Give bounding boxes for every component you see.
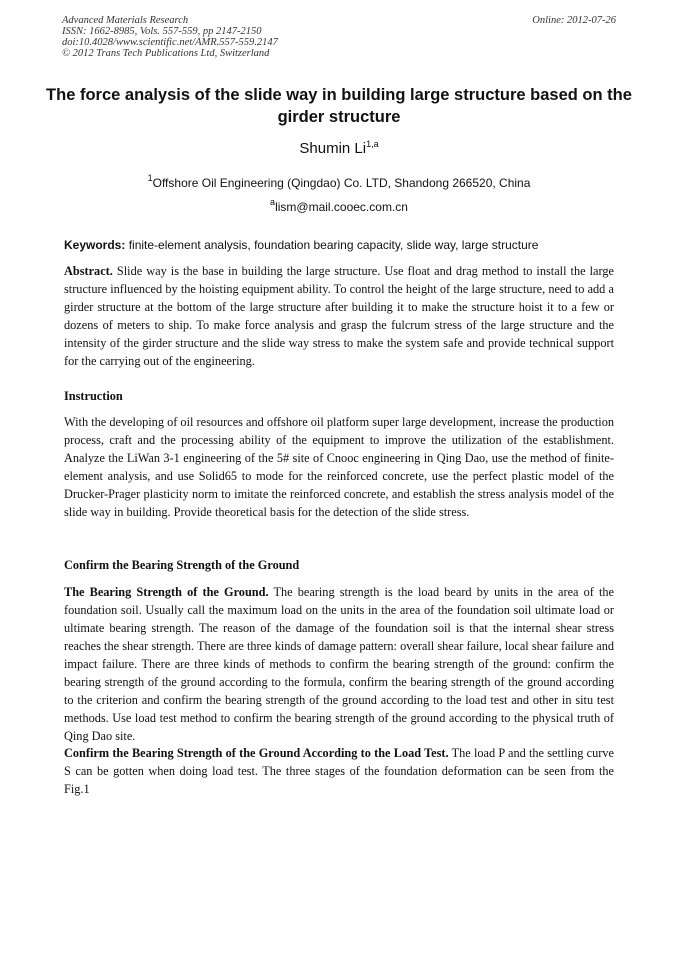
bearing-paragraph-1	[64, 583, 614, 745]
abstract-text: Slide way is the base in building the large structure. Use float and drag method to install the large structure influenced by the hoisting equipment ability. To control the height of the large structure, need to add a girder structure at the bottom of the large structure after building it to make the structure hoist it to a few or dozens of meters to ship. To make force analysis and grasp the fulcrum stress of the large structure and the intensity of the girder structure and the slide way stress to make the system safe and provide technical support for the carrying out of the engineering.	[64, 264, 614, 368]
affiliation-superscript: 1	[147, 173, 153, 183]
affiliation-line	[0, 173, 678, 190]
bearing-p1-text: The bearing strength is the load beard by units in the area of the foundation soil. Usually call the maximum load on the units in the area of the foundation soil ultimate load or ultimate bearing strength. The reason of the damage of the foundation soil is that the internal shear stress reaches the shear strength. There are three kinds of damage pattern: overall shear failure, local shear failure and impact failure. There are three kinds of methods to confirm the bearing strength of the ground: confirm the bearing strength of the ground according to the formula, confirm the bearing strength of the ground according to the criterion and confirm the bearing strength of the ground according to the load test and other in situ test methods. Use load test method to confirm the bearing strength of the ground according to the physical truth of Qing Dao site.	[64, 585, 615, 743]
paper-title: The force analysis of the slide way in building large structure based on the girder structure	[46, 86, 632, 126]
keywords	[64, 238, 620, 252]
email-superscript: a	[270, 197, 276, 207]
abstract-label: Abstract.	[64, 264, 113, 278]
bearing-p1-label: The Bearing Strength of the Ground.	[64, 585, 269, 599]
author-name: Shumin Li	[299, 140, 367, 157]
journal-header	[62, 15, 278, 59]
affiliation-text: Offshore Oil Engineering (Qingdao) Co. LTD, Shandong 266520, China	[152, 176, 531, 190]
email-address[interactable]: lism@mail.cooec.com.cn	[275, 200, 408, 214]
bearing-p2-text: The load P and the settling curve S can be gotten when doing load test. The three stages of the foundation deformation can be seen from the Fig.1	[64, 746, 614, 796]
copyright-line: © 2012 Trans Tech Publications Ltd, Switzerland	[62, 48, 270, 59]
author-superscript: 1,a	[366, 139, 379, 149]
journal-name: Advanced Materials Research	[62, 15, 189, 26]
keywords-label: Keywords:	[64, 238, 126, 252]
instruction-paragraph: With the developing of oil resources and offshore oil platform super large development, increase the production process, craft and the processing ability of the equipment to improve the utilization of the establishment. Analyze the LiWan 3-1 engineering of the 5# site of Cnooc engineering in Qing Dao, use the method of finite-element analysis, and use Solid65 to mode for the reinforced concrete, use the perfect plastic model of the Drucker-Prager plasticity norm to imitate the reinforced concrete, and establish the stress analysis model of the slide way in building. Provide theoretical basis for the detection of the slide stress.	[64, 415, 614, 519]
author-line	[0, 140, 678, 157]
doi-line: doi:10.4028/www.scientific.net/AMR.557-559.2147	[62, 37, 278, 48]
issn-line: ISSN: 1662-8985, Vols. 557-559, pp 2147-2150	[62, 26, 262, 37]
section-heading-bearing: Confirm the Bearing Strength of the Ground	[64, 558, 300, 572]
section-heading-instruction: Instruction	[64, 389, 123, 403]
online-date: Online: 2012-07-26	[532, 15, 616, 26]
bearing-paragraph-2	[64, 744, 614, 798]
email-line	[0, 197, 678, 214]
bearing-p2-label: Confirm the Bearing Strength of the Ground According to the Load Test.	[64, 746, 449, 760]
abstract-paragraph	[64, 262, 614, 370]
keywords-text: finite-element analysis, foundation bearing capacity, slide way, large structure	[128, 238, 539, 252]
